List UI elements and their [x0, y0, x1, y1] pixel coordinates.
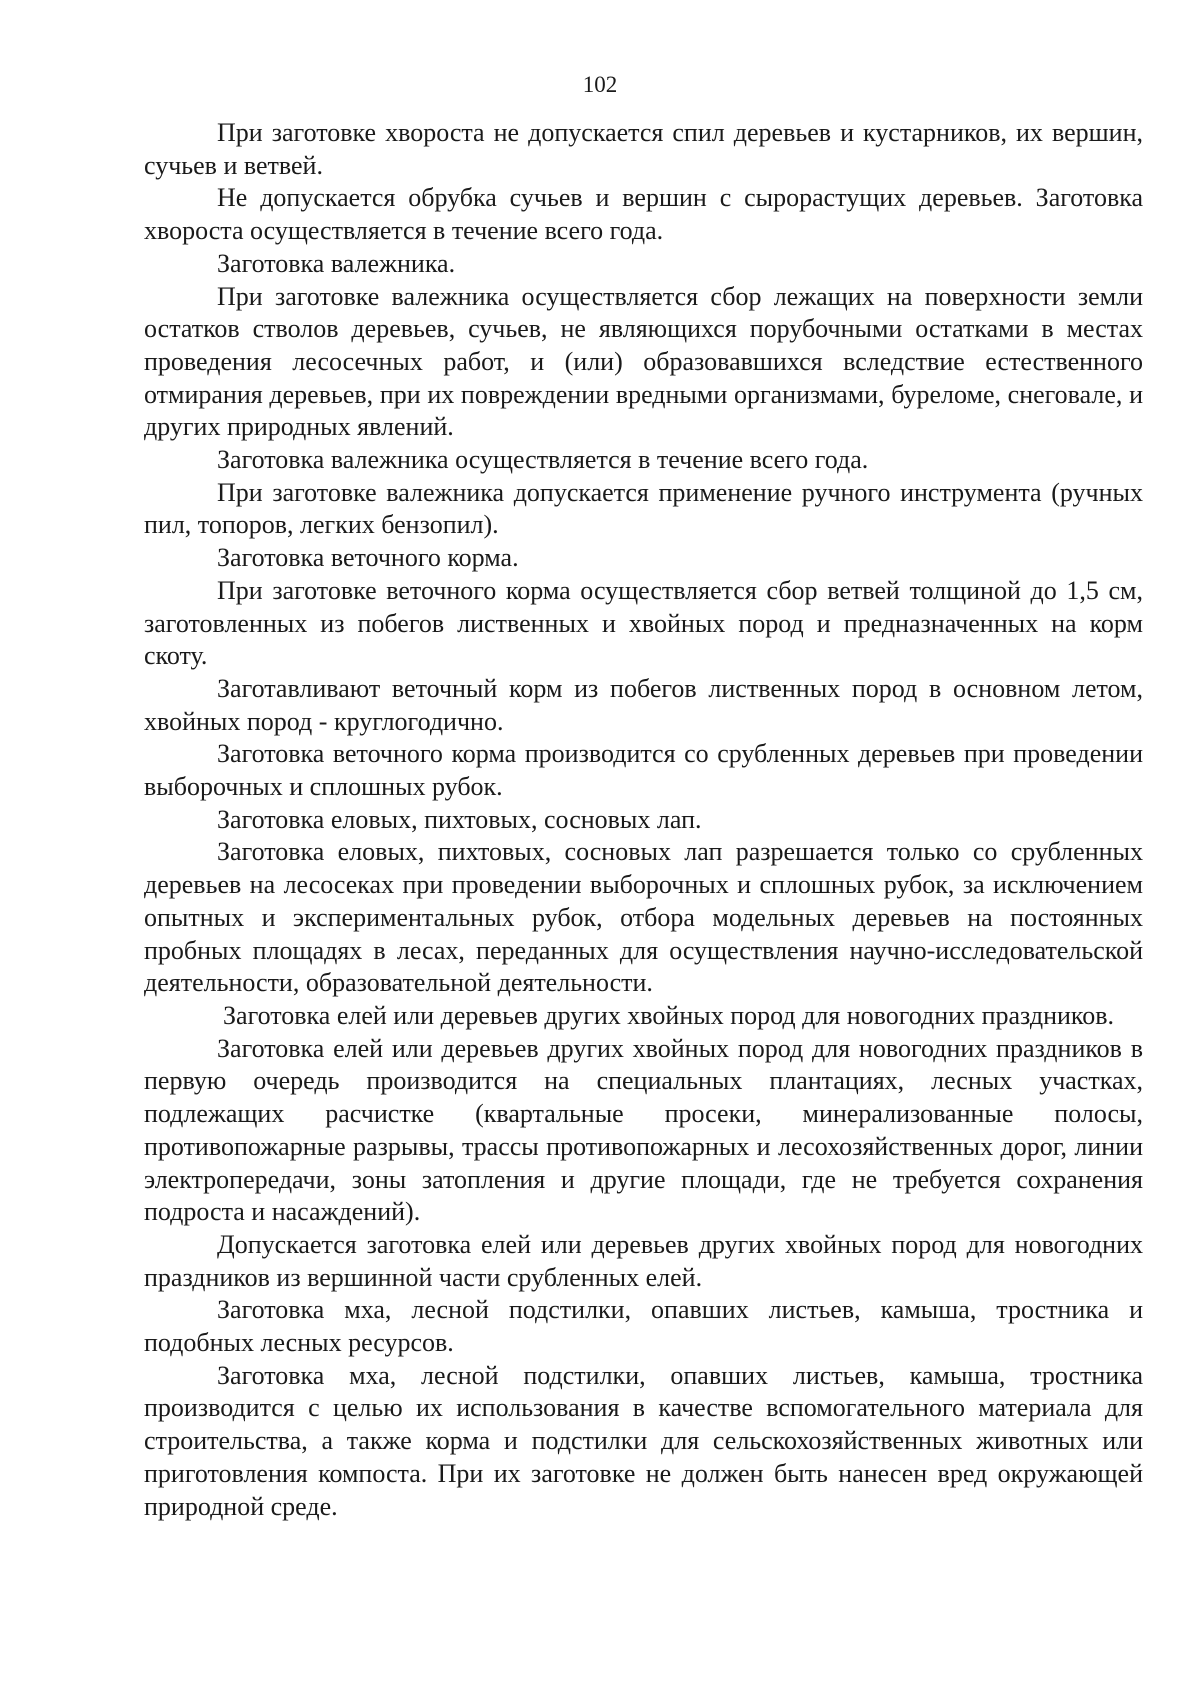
document-body [144, 117, 1143, 1523]
paragraph: Не допускается обрубка сучьев и вершин с сырорастущих деревьев. Заготовка хвороста осуществляется в течение всего года. [144, 183, 1143, 246]
section-heading: Заготовка еловых, пихтовых, сосновых лап. [217, 804, 702, 834]
section-heading: Заготовка мха, лесной подстилки, опавших листьев, камыша, тростника и подобных лесных ресурсов. [144, 1295, 1143, 1358]
paragraph: При заготовке хвороста не допускается спил деревьев и кустарников, их вершин, сучьев и ветвей. [144, 118, 1143, 180]
paragraph: Допускается заготовка елей или деревьев других хвойных пород для новогодних праздников из вершинной части срубленных елей. [144, 1229, 1143, 1292]
section-heading: Заготовка веточного корма. [217, 543, 519, 573]
paragraph: Заготовка мха, лесной подстилки, опавших листьев, камыша, тростника производится с целью их использования в качестве вспомогательного материала для строительства, а также корма и подстилки для сельскохозяйственных животных или приготовления компоста. При их заготовке не должен быть нанесен вред окружающей природной среде. [144, 1360, 1143, 1521]
paragraph: Заготовка веточного корма производится со срубленных деревьев при проведении выборочных и сплошных рубок. [144, 739, 1143, 802]
section-heading: Заготовка валежника. [217, 248, 456, 278]
paragraph: Заготовка еловых, пихтовых, сосновых лап разрешается только со срубленных деревьев на лесосеках при проведении выборочных и сплошных рубок, за исключением опытных и экспериментальных рубок, отбора модельных деревьев на постоянных пробных площадях в лесах, переданных для осуществления научно-исследовательской деятельности, образовательной деятельности. [144, 837, 1143, 998]
paragraph: При заготовке валежника осуществляется сбор лежащих на поверхности земли остатков стволов деревьев, сучьев, не являющихся порубочными остатками в местах проведения лесосечных работ, и (или) образовавшихся вследствие естественного отмирания деревьев, при их повреждении вредными организмами, буреломе, снеговале, и других природных явлений. [144, 281, 1143, 442]
paragraph: Заготовка валежника осуществляется в течение всего года. [217, 445, 869, 475]
page-number: 102 [582, 72, 618, 97]
paragraph: При заготовке веточного корма осуществляется сбор ветвей толщиной до 1,5 см, заготовленных из побегов лиственных и хвойных пород и предназначенных на корм скоту. [144, 575, 1143, 671]
section-heading: Заготовка елей или деревьев других хвойных пород для новогодних праздников. [223, 1000, 1114, 1030]
paragraph: Заготовка елей или деревьев других хвойных пород для новогодних праздников в первую очередь производится на специальных плантациях, лесных участках, подлежащих расчистке (квартальные просеки, минерализованные полосы, противопожарные разрывы, трассы противопожарных и лесохозяйственных дорог, линии электропередачи, зоны затопления и другие площади, где не требуется сохранения подроста и насаждений). [144, 1033, 1143, 1227]
paragraph: Заготавливают веточный корм из побегов лиственных пород в основном летом, хвойных пород - круглогодично. [144, 673, 1143, 736]
paragraph: При заготовке валежника допускается применение ручного инструмента (ручных пил, топоров, легких бензопил). [144, 477, 1143, 540]
